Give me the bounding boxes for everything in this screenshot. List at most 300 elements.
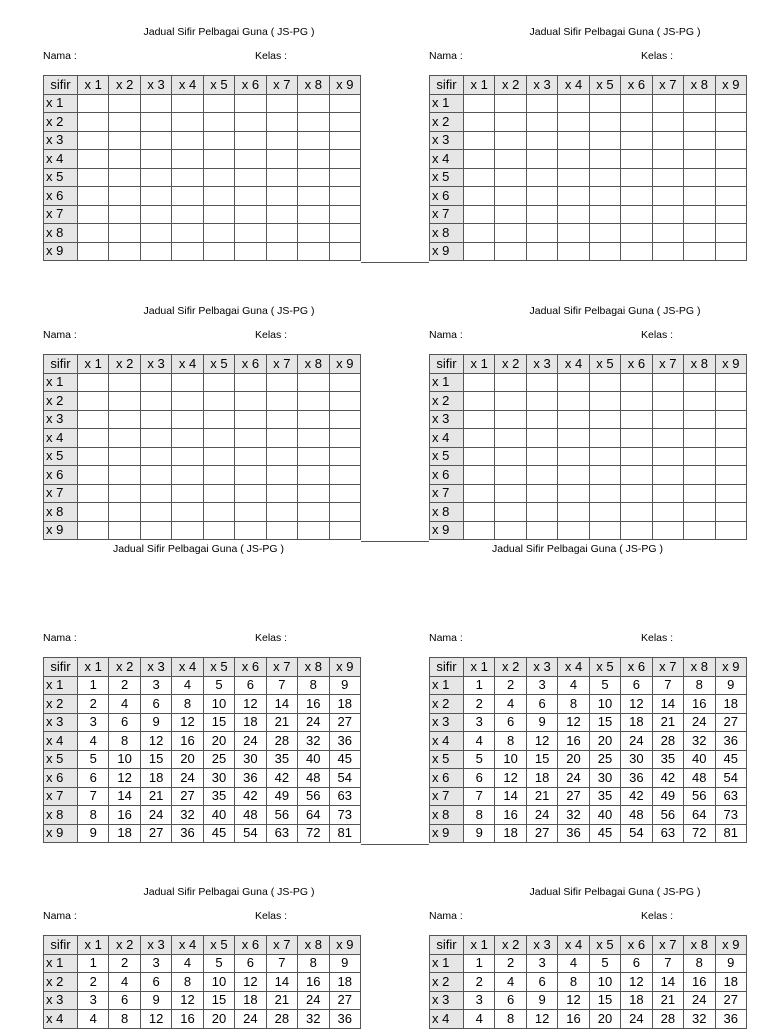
blank-answer-cell[interactable] [558, 94, 589, 113]
blank-answer-cell[interactable] [495, 521, 526, 540]
blank-answer-cell[interactable] [266, 168, 297, 187]
blank-answer-cell[interactable] [329, 429, 361, 448]
blank-answer-cell[interactable] [140, 113, 171, 132]
blank-answer-cell[interactable] [140, 466, 171, 485]
blank-answer-cell[interactable] [684, 131, 715, 150]
blank-answer-cell[interactable] [526, 484, 557, 503]
blank-answer-cell[interactable] [495, 447, 526, 466]
blank-answer-cell[interactable] [203, 187, 234, 206]
blank-answer-cell[interactable] [109, 187, 140, 206]
blank-answer-cell[interactable] [235, 168, 266, 187]
blank-answer-cell[interactable] [109, 94, 140, 113]
blank-answer-cell[interactable] [266, 429, 297, 448]
blank-answer-cell[interactable] [266, 521, 297, 540]
blank-answer-cell[interactable] [298, 94, 329, 113]
blank-answer-cell[interactable] [298, 224, 329, 243]
blank-answer-cell[interactable] [526, 373, 557, 392]
blank-answer-cell[interactable] [329, 410, 361, 429]
blank-answer-cell[interactable] [78, 150, 109, 169]
blank-answer-cell[interactable] [558, 187, 589, 206]
blank-answer-cell[interactable] [298, 447, 329, 466]
blank-answer-cell[interactable] [495, 168, 526, 187]
blank-answer-cell[interactable] [558, 131, 589, 150]
blank-answer-cell[interactable] [78, 94, 109, 113]
blank-answer-cell[interactable] [329, 447, 361, 466]
blank-answer-cell[interactable] [298, 503, 329, 522]
blank-answer-cell[interactable] [329, 224, 361, 243]
blank-answer-cell[interactable] [684, 466, 715, 485]
blank-answer-cell[interactable] [109, 392, 140, 411]
blank-answer-cell[interactable] [464, 484, 495, 503]
blank-answer-cell[interactable] [172, 392, 203, 411]
blank-answer-cell[interactable] [495, 466, 526, 485]
blank-answer-cell[interactable] [140, 484, 171, 503]
blank-answer-cell[interactable] [298, 242, 329, 261]
blank-answer-cell[interactable] [298, 410, 329, 429]
blank-answer-cell[interactable] [715, 503, 747, 522]
blank-answer-cell[interactable] [78, 484, 109, 503]
blank-answer-cell[interactable] [266, 224, 297, 243]
blank-answer-cell[interactable] [172, 94, 203, 113]
blank-answer-cell[interactable] [715, 94, 747, 113]
blank-answer-cell[interactable] [495, 429, 526, 448]
blank-answer-cell[interactable] [109, 410, 140, 429]
blank-answer-cell[interactable] [526, 447, 557, 466]
blank-answer-cell[interactable] [652, 187, 683, 206]
blank-answer-cell[interactable] [172, 187, 203, 206]
blank-answer-cell[interactable] [172, 484, 203, 503]
blank-answer-cell[interactable] [684, 168, 715, 187]
blank-answer-cell[interactable] [298, 131, 329, 150]
blank-answer-cell[interactable] [140, 187, 171, 206]
blank-answer-cell[interactable] [172, 521, 203, 540]
blank-answer-cell[interactable] [203, 242, 234, 261]
blank-answer-cell[interactable] [464, 242, 495, 261]
blank-answer-cell[interactable] [109, 484, 140, 503]
blank-answer-cell[interactable] [684, 187, 715, 206]
blank-answer-cell[interactable] [715, 373, 747, 392]
blank-answer-cell[interactable] [172, 466, 203, 485]
blank-answer-cell[interactable] [589, 113, 620, 132]
blank-answer-cell[interactable] [235, 150, 266, 169]
blank-answer-cell[interactable] [298, 521, 329, 540]
blank-answer-cell[interactable] [140, 150, 171, 169]
blank-answer-cell[interactable] [715, 113, 747, 132]
blank-answer-cell[interactable] [203, 410, 234, 429]
blank-answer-cell[interactable] [172, 242, 203, 261]
blank-answer-cell[interactable] [621, 205, 652, 224]
blank-answer-cell[interactable] [266, 187, 297, 206]
blank-answer-cell[interactable] [621, 429, 652, 448]
blank-answer-cell[interactable] [715, 466, 747, 485]
blank-answer-cell[interactable] [464, 113, 495, 132]
blank-answer-cell[interactable] [140, 94, 171, 113]
blank-answer-cell[interactable] [172, 503, 203, 522]
blank-answer-cell[interactable] [684, 242, 715, 261]
blank-answer-cell[interactable] [78, 187, 109, 206]
blank-answer-cell[interactable] [329, 242, 361, 261]
blank-answer-cell[interactable] [495, 94, 526, 113]
blank-answer-cell[interactable] [109, 429, 140, 448]
blank-answer-cell[interactable] [109, 447, 140, 466]
blank-answer-cell[interactable] [235, 205, 266, 224]
blank-answer-cell[interactable] [140, 242, 171, 261]
blank-answer-cell[interactable] [266, 503, 297, 522]
blank-answer-cell[interactable] [298, 168, 329, 187]
blank-answer-cell[interactable] [329, 205, 361, 224]
blank-answer-cell[interactable] [652, 373, 683, 392]
blank-answer-cell[interactable] [266, 150, 297, 169]
blank-answer-cell[interactable] [558, 224, 589, 243]
blank-answer-cell[interactable] [652, 521, 683, 540]
blank-answer-cell[interactable] [464, 94, 495, 113]
blank-answer-cell[interactable] [715, 131, 747, 150]
blank-answer-cell[interactable] [329, 466, 361, 485]
blank-answer-cell[interactable] [526, 131, 557, 150]
blank-answer-cell[interactable] [235, 187, 266, 206]
blank-answer-cell[interactable] [495, 410, 526, 429]
blank-answer-cell[interactable] [495, 150, 526, 169]
blank-answer-cell[interactable] [621, 484, 652, 503]
blank-answer-cell[interactable] [78, 242, 109, 261]
blank-answer-cell[interactable] [589, 94, 620, 113]
blank-answer-cell[interactable] [526, 94, 557, 113]
blank-answer-cell[interactable] [464, 521, 495, 540]
blank-answer-cell[interactable] [464, 392, 495, 411]
blank-answer-cell[interactable] [78, 466, 109, 485]
blank-answer-cell[interactable] [715, 187, 747, 206]
blank-answer-cell[interactable] [172, 224, 203, 243]
blank-answer-cell[interactable] [78, 429, 109, 448]
blank-answer-cell[interactable] [652, 392, 683, 411]
blank-answer-cell[interactable] [621, 187, 652, 206]
blank-answer-cell[interactable] [78, 168, 109, 187]
blank-answer-cell[interactable] [621, 131, 652, 150]
blank-answer-cell[interactable] [652, 447, 683, 466]
blank-answer-cell[interactable] [203, 168, 234, 187]
blank-answer-cell[interactable] [715, 205, 747, 224]
blank-answer-cell[interactable] [109, 113, 140, 132]
blank-answer-cell[interactable] [329, 373, 361, 392]
blank-answer-cell[interactable] [684, 94, 715, 113]
blank-answer-cell[interactable] [652, 410, 683, 429]
blank-answer-cell[interactable] [464, 205, 495, 224]
blank-answer-cell[interactable] [652, 224, 683, 243]
blank-answer-cell[interactable] [526, 205, 557, 224]
blank-answer-cell[interactable] [558, 392, 589, 411]
blank-answer-cell[interactable] [526, 224, 557, 243]
blank-answer-cell[interactable] [266, 373, 297, 392]
blank-answer-cell[interactable] [298, 113, 329, 132]
blank-answer-cell[interactable] [526, 429, 557, 448]
blank-answer-cell[interactable] [495, 131, 526, 150]
blank-answer-cell[interactable] [203, 150, 234, 169]
blank-answer-cell[interactable] [589, 131, 620, 150]
blank-answer-cell[interactable] [140, 521, 171, 540]
blank-answer-cell[interactable] [109, 242, 140, 261]
blank-answer-cell[interactable] [589, 150, 620, 169]
blank-answer-cell[interactable] [172, 150, 203, 169]
blank-answer-cell[interactable] [203, 113, 234, 132]
blank-answer-cell[interactable] [109, 205, 140, 224]
blank-answer-cell[interactable] [558, 242, 589, 261]
blank-answer-cell[interactable] [621, 410, 652, 429]
blank-answer-cell[interactable] [266, 94, 297, 113]
blank-answer-cell[interactable] [78, 131, 109, 150]
blank-answer-cell[interactable] [558, 373, 589, 392]
blank-answer-cell[interactable] [235, 224, 266, 243]
blank-answer-cell[interactable] [558, 484, 589, 503]
blank-answer-cell[interactable] [203, 447, 234, 466]
blank-answer-cell[interactable] [109, 373, 140, 392]
blank-answer-cell[interactable] [589, 187, 620, 206]
blank-answer-cell[interactable] [589, 466, 620, 485]
blank-answer-cell[interactable] [652, 466, 683, 485]
blank-answer-cell[interactable] [140, 224, 171, 243]
blank-answer-cell[interactable] [109, 521, 140, 540]
blank-answer-cell[interactable] [558, 205, 589, 224]
blank-answer-cell[interactable] [684, 410, 715, 429]
blank-answer-cell[interactable] [495, 484, 526, 503]
blank-answer-cell[interactable] [78, 373, 109, 392]
blank-answer-cell[interactable] [464, 466, 495, 485]
blank-answer-cell[interactable] [109, 150, 140, 169]
blank-answer-cell[interactable] [495, 373, 526, 392]
blank-answer-cell[interactable] [621, 466, 652, 485]
blank-answer-cell[interactable] [589, 242, 620, 261]
blank-answer-cell[interactable] [464, 410, 495, 429]
blank-answer-cell[interactable] [684, 447, 715, 466]
blank-answer-cell[interactable] [298, 205, 329, 224]
blank-answer-cell[interactable] [172, 131, 203, 150]
blank-answer-cell[interactable] [235, 113, 266, 132]
blank-answer-cell[interactable] [526, 187, 557, 206]
blank-answer-cell[interactable] [621, 503, 652, 522]
blank-answer-cell[interactable] [715, 168, 747, 187]
blank-answer-cell[interactable] [589, 224, 620, 243]
blank-answer-cell[interactable] [78, 503, 109, 522]
blank-answer-cell[interactable] [621, 373, 652, 392]
blank-answer-cell[interactable] [203, 205, 234, 224]
blank-answer-cell[interactable] [621, 94, 652, 113]
blank-answer-cell[interactable] [172, 168, 203, 187]
blank-answer-cell[interactable] [558, 466, 589, 485]
blank-answer-cell[interactable] [621, 392, 652, 411]
blank-answer-cell[interactable] [78, 447, 109, 466]
blank-answer-cell[interactable] [495, 187, 526, 206]
blank-answer-cell[interactable] [464, 503, 495, 522]
blank-answer-cell[interactable] [464, 373, 495, 392]
blank-answer-cell[interactable] [266, 484, 297, 503]
blank-answer-cell[interactable] [589, 392, 620, 411]
blank-answer-cell[interactable] [684, 521, 715, 540]
blank-answer-cell[interactable] [329, 131, 361, 150]
blank-answer-cell[interactable] [464, 131, 495, 150]
blank-answer-cell[interactable] [266, 392, 297, 411]
blank-answer-cell[interactable] [78, 224, 109, 243]
blank-answer-cell[interactable] [495, 503, 526, 522]
blank-answer-cell[interactable] [684, 484, 715, 503]
blank-answer-cell[interactable] [203, 373, 234, 392]
blank-answer-cell[interactable] [298, 150, 329, 169]
blank-answer-cell[interactable] [526, 521, 557, 540]
blank-answer-cell[interactable] [684, 392, 715, 411]
blank-answer-cell[interactable] [684, 373, 715, 392]
blank-answer-cell[interactable] [329, 187, 361, 206]
blank-answer-cell[interactable] [589, 373, 620, 392]
blank-answer-cell[interactable] [621, 113, 652, 132]
blank-answer-cell[interactable] [235, 466, 266, 485]
blank-answer-cell[interactable] [495, 205, 526, 224]
blank-answer-cell[interactable] [109, 168, 140, 187]
blank-answer-cell[interactable] [589, 410, 620, 429]
blank-answer-cell[interactable] [589, 521, 620, 540]
blank-answer-cell[interactable] [235, 429, 266, 448]
blank-answer-cell[interactable] [235, 484, 266, 503]
blank-answer-cell[interactable] [526, 503, 557, 522]
blank-answer-cell[interactable] [298, 392, 329, 411]
blank-answer-cell[interactable] [140, 410, 171, 429]
blank-answer-cell[interactable] [715, 242, 747, 261]
blank-answer-cell[interactable] [684, 503, 715, 522]
blank-answer-cell[interactable] [652, 503, 683, 522]
blank-answer-cell[interactable] [298, 429, 329, 448]
blank-answer-cell[interactable] [235, 131, 266, 150]
blank-answer-cell[interactable] [329, 113, 361, 132]
blank-answer-cell[interactable] [652, 150, 683, 169]
blank-answer-cell[interactable] [558, 150, 589, 169]
blank-answer-cell[interactable] [495, 242, 526, 261]
blank-answer-cell[interactable] [329, 503, 361, 522]
blank-answer-cell[interactable] [589, 429, 620, 448]
blank-answer-cell[interactable] [329, 150, 361, 169]
blank-answer-cell[interactable] [558, 429, 589, 448]
blank-answer-cell[interactable] [140, 168, 171, 187]
blank-answer-cell[interactable] [715, 150, 747, 169]
blank-answer-cell[interactable] [266, 242, 297, 261]
blank-answer-cell[interactable] [78, 113, 109, 132]
blank-answer-cell[interactable] [266, 131, 297, 150]
blank-answer-cell[interactable] [140, 429, 171, 448]
blank-answer-cell[interactable] [235, 503, 266, 522]
blank-answer-cell[interactable] [526, 113, 557, 132]
blank-answer-cell[interactable] [235, 447, 266, 466]
blank-answer-cell[interactable] [684, 224, 715, 243]
blank-answer-cell[interactable] [235, 242, 266, 261]
blank-answer-cell[interactable] [495, 224, 526, 243]
blank-answer-cell[interactable] [652, 242, 683, 261]
blank-answer-cell[interactable] [652, 94, 683, 113]
blank-answer-cell[interactable] [172, 113, 203, 132]
blank-answer-cell[interactable] [298, 466, 329, 485]
blank-answer-cell[interactable] [715, 484, 747, 503]
blank-answer-cell[interactable] [621, 242, 652, 261]
blank-answer-cell[interactable] [235, 410, 266, 429]
blank-answer-cell[interactable] [652, 429, 683, 448]
blank-answer-cell[interactable] [329, 521, 361, 540]
blank-answer-cell[interactable] [589, 447, 620, 466]
blank-answer-cell[interactable] [715, 429, 747, 448]
blank-answer-cell[interactable] [495, 113, 526, 132]
blank-answer-cell[interactable] [235, 521, 266, 540]
blank-answer-cell[interactable] [684, 113, 715, 132]
blank-answer-cell[interactable] [526, 150, 557, 169]
blank-answer-cell[interactable] [203, 503, 234, 522]
blank-answer-cell[interactable] [109, 503, 140, 522]
blank-answer-cell[interactable] [298, 187, 329, 206]
blank-answer-cell[interactable] [621, 447, 652, 466]
blank-answer-cell[interactable] [526, 392, 557, 411]
blank-answer-cell[interactable] [329, 94, 361, 113]
blank-answer-cell[interactable] [235, 373, 266, 392]
blank-answer-cell[interactable] [109, 466, 140, 485]
blank-answer-cell[interactable] [203, 94, 234, 113]
blank-answer-cell[interactable] [172, 447, 203, 466]
blank-answer-cell[interactable] [684, 150, 715, 169]
blank-answer-cell[interactable] [140, 373, 171, 392]
blank-answer-cell[interactable] [203, 466, 234, 485]
blank-answer-cell[interactable] [140, 503, 171, 522]
blank-answer-cell[interactable] [266, 205, 297, 224]
blank-answer-cell[interactable] [329, 392, 361, 411]
blank-answer-cell[interactable] [652, 205, 683, 224]
blank-answer-cell[interactable] [172, 429, 203, 448]
blank-answer-cell[interactable] [140, 205, 171, 224]
blank-answer-cell[interactable] [558, 113, 589, 132]
blank-answer-cell[interactable] [78, 392, 109, 411]
blank-answer-cell[interactable] [526, 168, 557, 187]
blank-answer-cell[interactable] [464, 224, 495, 243]
blank-answer-cell[interactable] [558, 503, 589, 522]
blank-answer-cell[interactable] [235, 94, 266, 113]
blank-answer-cell[interactable] [684, 429, 715, 448]
blank-answer-cell[interactable] [621, 168, 652, 187]
blank-answer-cell[interactable] [495, 392, 526, 411]
blank-answer-cell[interactable] [558, 521, 589, 540]
blank-answer-cell[interactable] [109, 131, 140, 150]
blank-answer-cell[interactable] [203, 392, 234, 411]
blank-answer-cell[interactable] [298, 484, 329, 503]
blank-answer-cell[interactable] [621, 150, 652, 169]
blank-answer-cell[interactable] [78, 410, 109, 429]
blank-answer-cell[interactable] [172, 410, 203, 429]
blank-answer-cell[interactable] [715, 447, 747, 466]
blank-answer-cell[interactable] [298, 373, 329, 392]
blank-answer-cell[interactable] [464, 447, 495, 466]
blank-answer-cell[interactable] [172, 373, 203, 392]
blank-answer-cell[interactable] [329, 168, 361, 187]
blank-answer-cell[interactable] [464, 168, 495, 187]
blank-answer-cell[interactable] [203, 224, 234, 243]
blank-answer-cell[interactable] [172, 205, 203, 224]
blank-answer-cell[interactable] [526, 242, 557, 261]
blank-answer-cell[interactable] [266, 447, 297, 466]
blank-answer-cell[interactable] [652, 131, 683, 150]
blank-answer-cell[interactable] [715, 410, 747, 429]
blank-answer-cell[interactable] [558, 447, 589, 466]
blank-answer-cell[interactable] [652, 113, 683, 132]
blank-answer-cell[interactable] [526, 466, 557, 485]
blank-answer-cell[interactable] [558, 168, 589, 187]
blank-answer-cell[interactable] [78, 521, 109, 540]
blank-answer-cell[interactable] [109, 224, 140, 243]
blank-answer-cell[interactable] [266, 466, 297, 485]
blank-answer-cell[interactable] [621, 521, 652, 540]
blank-answer-cell[interactable] [266, 113, 297, 132]
blank-answer-cell[interactable] [589, 205, 620, 224]
blank-answer-cell[interactable] [203, 484, 234, 503]
blank-answer-cell[interactable] [589, 168, 620, 187]
